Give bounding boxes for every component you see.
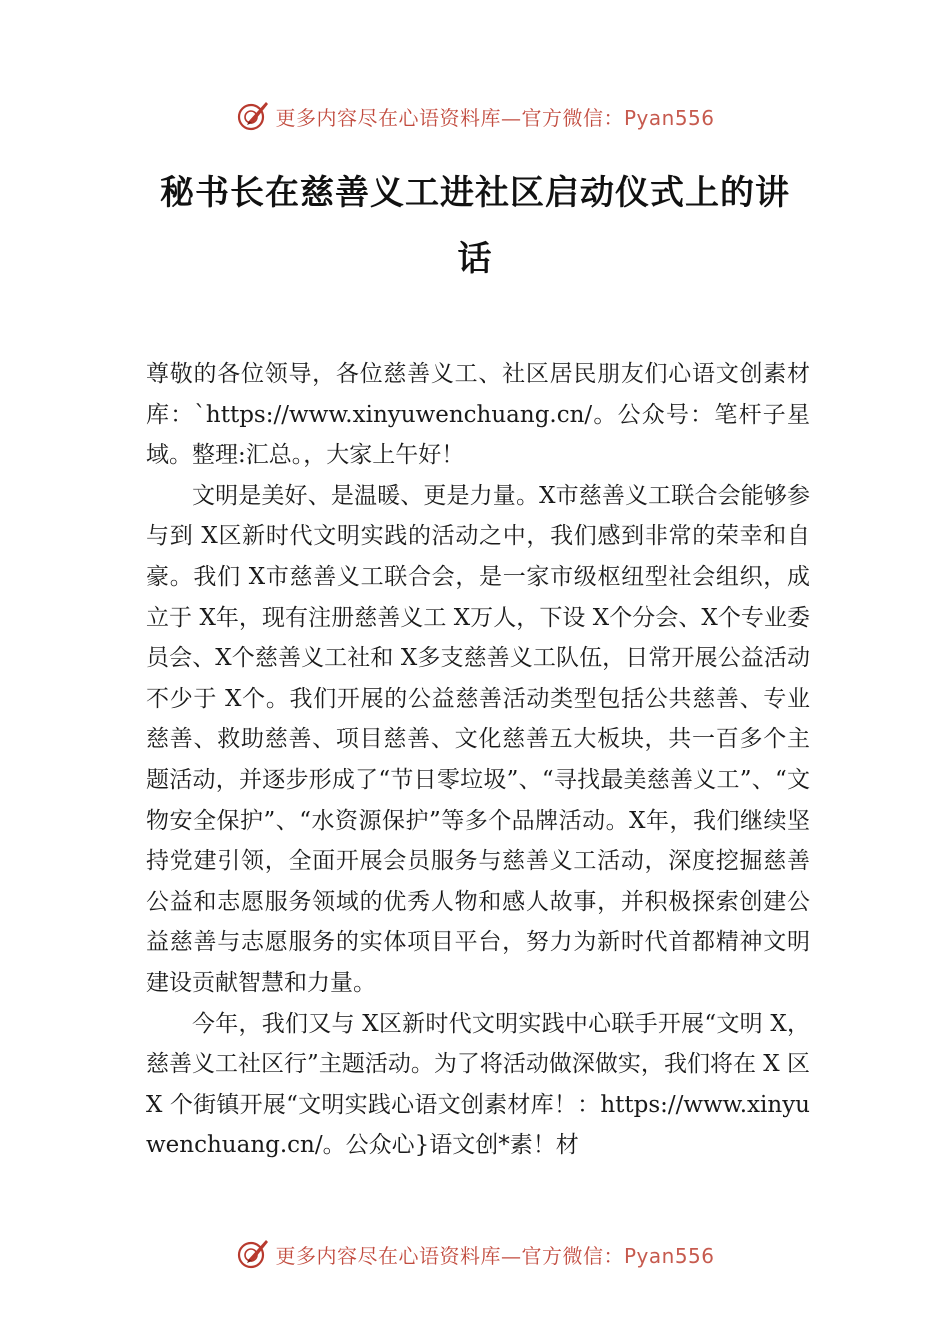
body-paragraph: 文明是美好、是温暖、更是力量。X市慈善义工联合会能够参与到 X区新时代文明实践的活动之中，我们感到非常的荣幸和自豪。我们 X市慈善义工联合会，是一家市级枢纽型社会组织，成立于 X年，现有注册慈善义工 X万人，下设 X个分会、X个专业委员会、X个慈善义工社和 X多支慈善义工队伍，日常开展公益活动不少于 X个。我们开展的公益慈善活动类型包括公共慈善、专业慈善、救助慈善、项目慈善、文化慈善五大板块，共一百多个主题活动，并逐步形成了“节日零垃圾”、“寻找最美慈善义工”、“文物安全保护”、“水资源保护”等多个品牌活动。X年，我们继续坚持党建引领，全面开展会员服务与慈善义工活动，深度挖掘慈善公益和志愿服务领域的优秀人物和感人故事，并积极探索创建公益慈善与志愿服务的实体项目平台，努力为新时代首都精神文明建设贡献智慧和力量。 bbox=[146, 482, 810, 996]
quill-seal-icon bbox=[235, 98, 271, 134]
watermark-id: Pyan556 bbox=[623, 105, 715, 130]
salutation-paragraph: 尊敬的各位领导，各位慈善义工、社区居民朋友们心语文创素材库：`https://www.xinyuwenchuang.cn/。公众号：笔杆子星域。整理:汇总。，大家上午好！ bbox=[146, 361, 810, 469]
watermark-banner-bottom bbox=[0, 1234, 950, 1274]
document-body bbox=[146, 354, 810, 1166]
document-title bbox=[145, 160, 805, 292]
watermark-text: 更多内容尽在心语资料库—官方微信：Pyan556 bbox=[275, 1243, 715, 1268]
body-paragraph: 今年，我们又与 X区新时代文明实践中心联手开展“文明 X，慈善义工社区行”主题活动。为了将活动做深做实，我们将在 X 区 X 个街镇开展“文明实践心语文创素材库！：https://www.xinyuwenchuang.cn/。公众心}语文创*素！材 bbox=[146, 1010, 810, 1159]
watermark-text: 更多内容尽在心语资料库—官方微信：Pyan556 bbox=[275, 105, 715, 130]
quill-seal-icon bbox=[235, 1236, 271, 1272]
watermark-id: Pyan556 bbox=[623, 1243, 715, 1268]
watermark-banner-top bbox=[0, 96, 950, 136]
title-line-2: 话 bbox=[457, 239, 493, 279]
title-line-1: 秘书长在慈善义工进社区启动仪式上的讲 bbox=[160, 173, 790, 213]
